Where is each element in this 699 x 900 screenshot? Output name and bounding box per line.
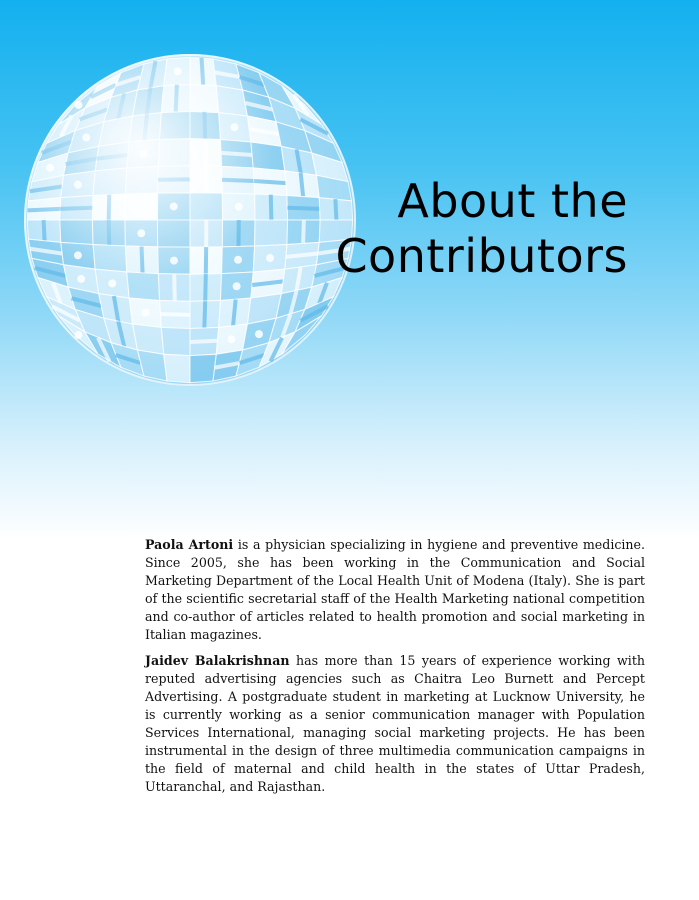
contributor-entry (145, 536, 645, 644)
page-title-line-1: About the (397, 174, 628, 228)
contributors-list (145, 536, 645, 804)
contributor-bio: is a physician specializing in hygiene and preventive medicine. Since 2005, she has been working in the Communication and Social Marketing Department of the Local Health Unit of Modena (Italy). She is part of the scientific secretarial staff of the Health Marketing national competition and co-author of articles related to health promotion and social marketing in Italian magazines. (145, 537, 645, 642)
page-title-line-2: Contributors (335, 229, 628, 283)
contributor-entry (145, 652, 645, 796)
contributor-name: Paola Artoni (145, 537, 234, 552)
page-title (335, 174, 628, 284)
contributor-bio: has more than 15 years of experience working with reputed advertising agencies such as Chaitra Leo Burnett and Percept Advertising. A postgraduate student in marketing at Lucknow University, he is currently working as a senior communication manager with Population Services International, managing social marketing projects. He has been instrumental in the design of three multimedia communication campaigns in the field of maternal and child health in the states of Uttar Pradesh, Uttaranchal, and Rajasthan. (145, 653, 645, 794)
contributor-name: Jaidev Balakrishnan (145, 653, 290, 668)
flag-globe-image (22, 52, 358, 388)
